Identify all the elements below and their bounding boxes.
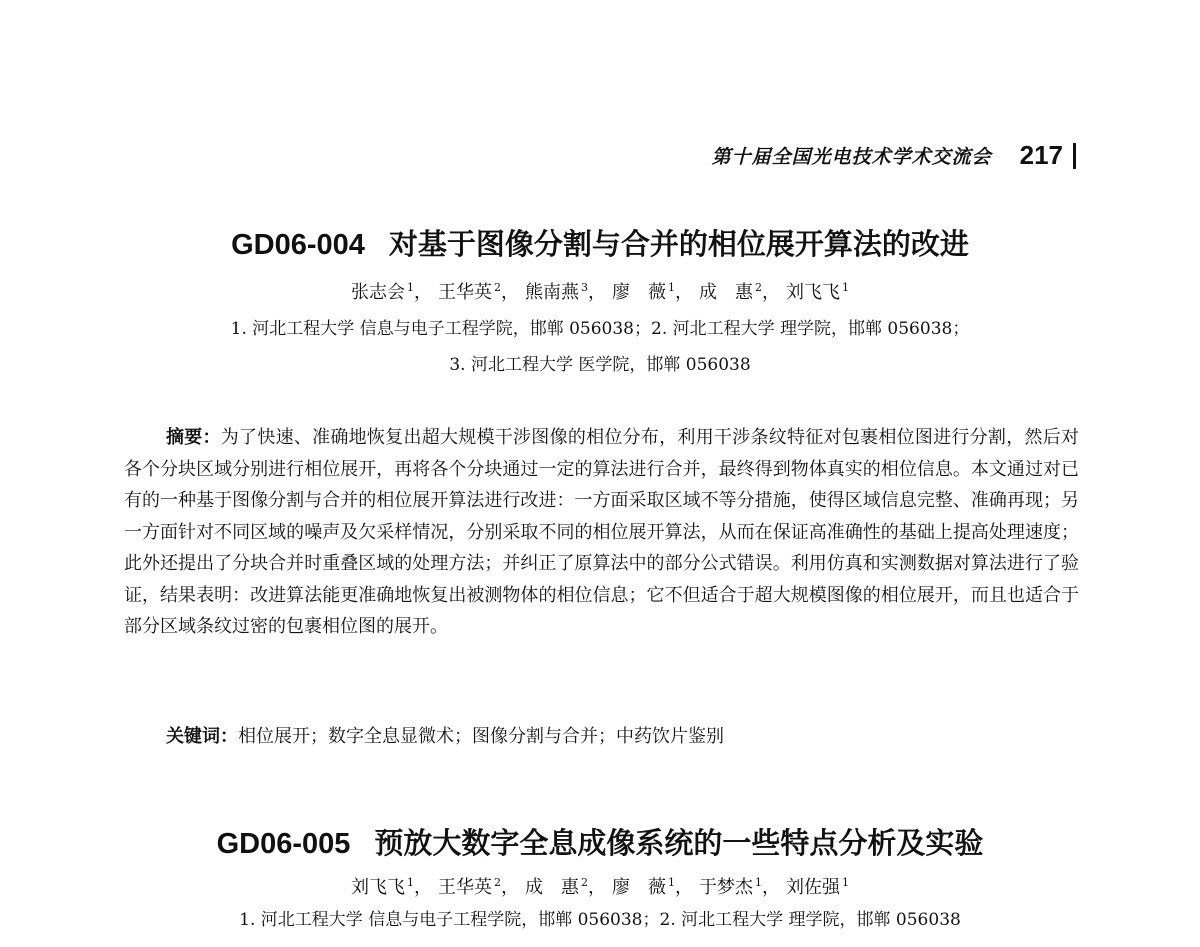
abstract-text: 为了快速、准确地恢复出超大规模干涉图像的相位分布，利用干涉条纹特征对包裹相位图进行分割，然后对各个分块区域分别进行相位展开，再将各个分块通过一定的算法进行合并，最终得到物体真实的相位信息。本文通过对已有的一种基于图像分割与合并的相位展开算法进行改进：一方面采取区域不等分措施，使得区域信息完整、准确再现；另一方面针对不同区域的噪声及欠采样情况，分别采取不同的相位展开算法，从而在保证高准确性的基础上提高处理速度；此外还提出了分块合并时重叠区域的处理方法；并纠正了原算法中的部分公式错误。利用仿真和实测数据对算法进行了验证，结果表明：改进算法能更准确地恢复出被测物体的相位信息；它不但适合于超大规模图像的相位展开，而且也适合于部分区域条纹过密的包裹相位图的展开。 [124, 427, 1079, 637]
paper-title [0, 224, 1200, 265]
affiliation-line: 3. 河北工程大学 医学院，邯郸 056038 [449, 355, 751, 375]
author: 于梦杰 $^1$， [699, 876, 780, 898]
author: 刘飞飞 $^1$ [786, 281, 849, 303]
header-rule [1073, 143, 1076, 169]
paper-entry [0, 823, 1200, 935]
paper-title-text: 预放大数字全息成像系统的一些特点分析及实验 [374, 826, 984, 860]
paper-id: GD06-005 [216, 828, 351, 860]
keywords-text: 相位展开；数字全息显微术；图像分割与合并；中药饮片鉴别 [238, 726, 724, 747]
conference-name: 第十届全国光电技术学术交流会 [711, 146, 992, 168]
keywords-label: 关键词： [166, 726, 238, 747]
affiliation-line: 1. 河北工程大学 信息与电子工程学院，邯郸 056038；2. 河北工程大学 理学院，邯郸 056038； [230, 319, 970, 339]
running-header [712, 140, 1076, 171]
author: 王华英 $^2$， [438, 876, 519, 898]
page-number: 217 [1019, 140, 1063, 170]
paper-entry [0, 224, 1200, 380]
abstract-label: 摘要： [166, 427, 221, 448]
paper-title [0, 823, 1200, 864]
author: 成 惠 $^2$， [525, 876, 606, 898]
author-list [0, 868, 1200, 903]
affiliation-line: 1. 河北工程大学 信息与电子工程学院，邯郸 056038；2. 河北工程大学 理学院，邯郸 056038 [239, 910, 961, 930]
paper-title-text: 对基于图像分割与合并的相位展开算法的改进 [388, 227, 969, 261]
author: 熊南燕 $^3$， [525, 281, 606, 303]
abstract [124, 422, 1079, 643]
author: 廖 薇 $^1$， [612, 876, 693, 898]
author: 廖 薇 $^1$， [612, 281, 693, 303]
paper-id: GD06-004 [231, 229, 365, 261]
author-list [0, 273, 1200, 308]
author: 张志会 $^1$， [351, 281, 432, 303]
author: 王华英 $^2$， [438, 281, 519, 303]
author: 成 惠 $^2$， [699, 281, 780, 303]
author: 刘佐强 $^1$ [786, 876, 849, 898]
keywords [166, 722, 724, 752]
author: 刘飞飞 $^1$， [351, 876, 432, 898]
